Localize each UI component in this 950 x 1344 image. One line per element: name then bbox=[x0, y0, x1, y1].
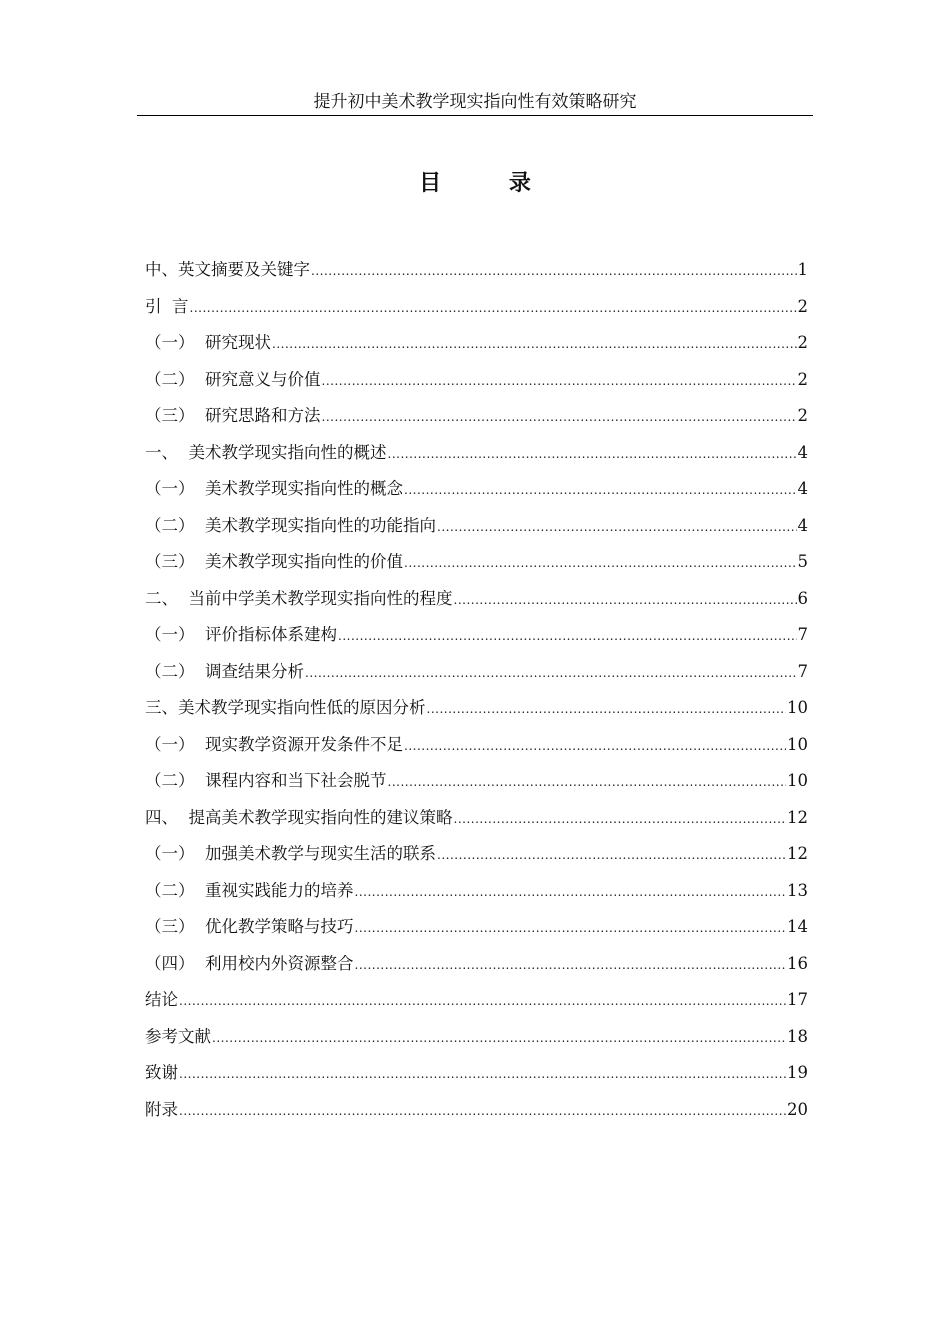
toc-entry[interactable] bbox=[145, 544, 808, 581]
toc-entry[interactable] bbox=[145, 252, 808, 289]
dot-leader bbox=[388, 764, 787, 801]
dot-leader bbox=[404, 472, 797, 509]
dot-leader bbox=[355, 874, 787, 911]
dot-leader bbox=[311, 253, 797, 290]
toc-entry[interactable] bbox=[145, 946, 808, 983]
toc-entry[interactable] bbox=[145, 836, 808, 873]
dot-leader bbox=[338, 618, 797, 655]
toc-entry[interactable] bbox=[145, 800, 808, 837]
toc-entry[interactable] bbox=[145, 763, 808, 800]
toc-entry[interactable] bbox=[145, 325, 808, 362]
toc-entry-label: （二） 课程内容和当下社会脱节 bbox=[145, 771, 387, 790]
toc-entry-page: 13 bbox=[787, 880, 808, 900]
dot-leader bbox=[404, 545, 797, 582]
toc-entry-page: 2 bbox=[797, 406, 808, 425]
header-rule bbox=[137, 115, 813, 116]
toc-entry-page: 2 bbox=[797, 369, 808, 389]
dot-leader bbox=[437, 509, 797, 546]
dot-leader bbox=[355, 947, 787, 984]
toc-entry-label: （二） 美术教学现实指向性的功能指向 bbox=[145, 515, 436, 535]
toc-entry-label: 二、 当前中学美术教学现实指向性的程度 bbox=[145, 588, 453, 608]
dot-leader bbox=[179, 983, 786, 1020]
toc-entry[interactable] bbox=[145, 617, 808, 654]
toc-entry-label: （三） 研究思路和方法 bbox=[145, 406, 321, 425]
toc-entry-page: 7 bbox=[797, 625, 808, 644]
toc-entry[interactable] bbox=[145, 471, 808, 508]
toc-entry[interactable] bbox=[145, 690, 808, 727]
toc-entry[interactable] bbox=[145, 1055, 808, 1092]
dot-leader bbox=[305, 655, 797, 692]
toc-entry-page: 4 bbox=[797, 515, 808, 535]
toc-entry-label: （三） 优化教学策略与技巧 bbox=[145, 917, 354, 936]
toc-entry-label: （一） 美术教学现实指向性的概念 bbox=[145, 479, 403, 498]
toc-entry-label: （一） 加强美术教学与现实生活的联系 bbox=[145, 844, 436, 863]
dot-leader bbox=[437, 837, 786, 874]
dot-leader bbox=[179, 1093, 786, 1130]
toc-entry-page: 10 bbox=[787, 698, 808, 717]
toc-entry-page: 7 bbox=[797, 661, 808, 681]
toc-entry-label: 附录 bbox=[145, 1099, 178, 1119]
toc-entry-label: （三） 美术教学现实指向性的价值 bbox=[145, 552, 403, 571]
toc-entry-label: 引 言 bbox=[145, 296, 189, 316]
toc-entry-label: （一） 现实教学资源开发条件不足 bbox=[145, 734, 403, 754]
running-header: 提升初中美术教学现实指向性有效策略研究 bbox=[313, 92, 637, 112]
toc-entry-label: 四、 提高美术教学现实指向性的建议策略 bbox=[145, 807, 453, 827]
toc-entry-label: （二） 研究意义与价值 bbox=[145, 369, 321, 389]
dot-leader bbox=[427, 691, 787, 728]
toc-entry-label: 三、美术教学现实指向性低的原因分析 bbox=[145, 698, 426, 717]
toc-entry-label: 结论 bbox=[145, 990, 178, 1009]
toc-entry-label: （二） 重视实践能力的培养 bbox=[145, 880, 354, 900]
toc-entry-label: 中、英文摘要及关键字 bbox=[145, 260, 310, 279]
toc-entry-label: （二） 调查结果分析 bbox=[145, 661, 304, 681]
toc-entry[interactable] bbox=[145, 362, 808, 399]
dot-leader bbox=[388, 436, 797, 473]
table-of-contents bbox=[145, 252, 808, 1128]
toc-entry-label: （四） 利用校内外资源整合 bbox=[145, 953, 354, 973]
toc-entry-page: 4 bbox=[797, 442, 808, 462]
toc-entry[interactable] bbox=[145, 654, 808, 691]
toc-entry-page: 12 bbox=[787, 844, 808, 863]
toc-entry-page: 2 bbox=[797, 296, 808, 316]
toc-entry-page: 1 bbox=[797, 260, 808, 279]
toc-entry[interactable] bbox=[145, 873, 808, 910]
dot-leader bbox=[355, 910, 787, 947]
toc-title: 目 录 bbox=[419, 170, 561, 196]
toc-entry-label: （一） 评价指标体系建构 bbox=[145, 625, 337, 644]
toc-entry-page: 2 bbox=[797, 333, 808, 352]
dot-leader bbox=[190, 290, 797, 327]
toc-entry[interactable] bbox=[145, 581, 808, 618]
toc-entry-page: 18 bbox=[787, 1026, 808, 1046]
toc-entry-page: 5 bbox=[797, 552, 808, 571]
toc-entry-page: 6 bbox=[797, 588, 808, 608]
toc-entry[interactable] bbox=[145, 398, 808, 435]
toc-entry[interactable] bbox=[145, 909, 808, 946]
dot-leader bbox=[322, 363, 797, 400]
toc-entry[interactable] bbox=[145, 289, 808, 326]
toc-entry-page: 10 bbox=[787, 734, 808, 754]
toc-entry[interactable] bbox=[145, 727, 808, 764]
dot-leader bbox=[454, 801, 787, 838]
dot-leader bbox=[179, 1056, 786, 1093]
toc-entry[interactable] bbox=[145, 1019, 808, 1056]
toc-entry-label: 致谢 bbox=[145, 1063, 178, 1082]
dot-leader bbox=[404, 728, 786, 765]
toc-entry-page: 10 bbox=[787, 771, 808, 790]
dot-leader bbox=[272, 326, 797, 363]
toc-entry-page: 17 bbox=[787, 990, 808, 1009]
toc-entry-page: 20 bbox=[787, 1099, 808, 1119]
toc-entry-page: 14 bbox=[787, 917, 808, 936]
toc-entry[interactable] bbox=[145, 982, 808, 1019]
toc-entry-page: 4 bbox=[797, 479, 808, 498]
toc-entry[interactable] bbox=[145, 508, 808, 545]
dot-leader bbox=[212, 1020, 786, 1057]
toc-entry[interactable] bbox=[145, 435, 808, 472]
toc-entry-page: 12 bbox=[787, 807, 808, 827]
toc-entry-label: （一） 研究现状 bbox=[145, 333, 271, 352]
toc-entry-page: 19 bbox=[787, 1063, 808, 1082]
toc-entry-page: 16 bbox=[787, 953, 808, 973]
dot-leader bbox=[454, 582, 797, 619]
toc-entry[interactable] bbox=[145, 1092, 808, 1129]
toc-entry-label: 一、 美术教学现实指向性的概述 bbox=[145, 442, 387, 462]
dot-leader bbox=[322, 399, 797, 436]
toc-entry-label: 参考文献 bbox=[145, 1026, 211, 1046]
